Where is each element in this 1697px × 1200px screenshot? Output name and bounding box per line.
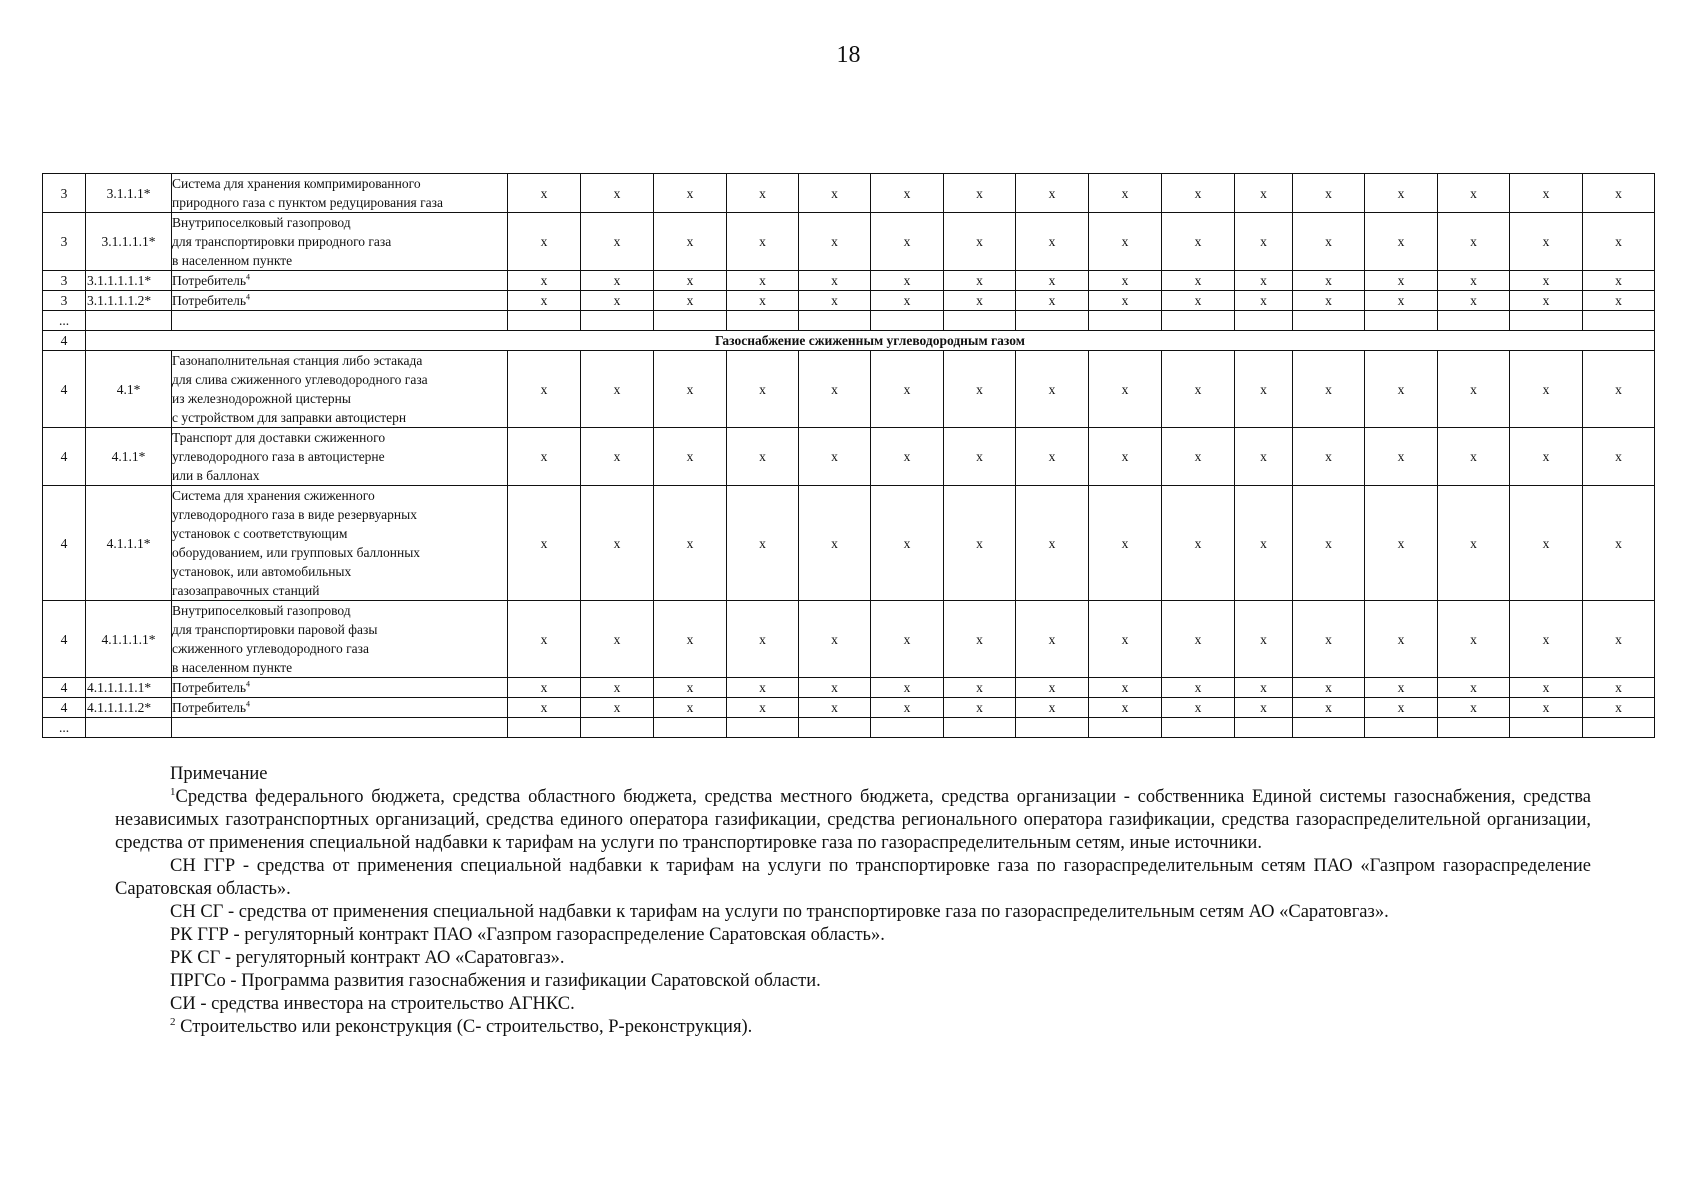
mark-cell: x [727, 291, 799, 311]
mark-cell: x [1293, 174, 1365, 213]
mark-cell: x [1162, 271, 1235, 291]
mark-cell [944, 718, 1016, 738]
mark-cell [1293, 718, 1365, 738]
mark-cell: x [1365, 174, 1438, 213]
name-cell: Потребитель$^4$ [172, 698, 508, 718]
mark-cell [1510, 718, 1583, 738]
table-row [43, 174, 1655, 213]
table-row [43, 291, 1655, 311]
mark-cell: x [1293, 291, 1365, 311]
mark-cell: x [654, 428, 727, 486]
mark-cell: x [944, 271, 1016, 291]
mark-cell: x [944, 351, 1016, 428]
code-cell [86, 311, 172, 331]
mark-cell: x [1235, 486, 1293, 601]
mark-cell: x [1365, 271, 1438, 291]
mark-cell: x [1016, 351, 1089, 428]
mark-cell: x [1510, 271, 1583, 291]
mark-cell: x [727, 486, 799, 601]
mark-cell: x [581, 213, 654, 271]
mark-cell: x [508, 213, 581, 271]
mark-cell [1089, 718, 1162, 738]
mark-cell: x [727, 351, 799, 428]
mark-cell: x [1089, 291, 1162, 311]
mark-cell: x [1162, 601, 1235, 678]
mark-cell: x [581, 486, 654, 601]
mark-cell: x [654, 678, 727, 698]
mark-cell [508, 718, 581, 738]
mark-cell: x [944, 213, 1016, 271]
mark-cell: x [799, 291, 871, 311]
table-row [43, 213, 1655, 271]
mark-cell: x [1510, 698, 1583, 718]
code-cell: 3.1.1.1.1.1* [86, 271, 172, 291]
mark-cell [1365, 311, 1438, 331]
mark-cell: x [1235, 291, 1293, 311]
mark-cell [799, 311, 871, 331]
mark-cell [871, 311, 944, 331]
mark-cell: x [581, 601, 654, 678]
mark-cell: x [871, 678, 944, 698]
mark-cell: x [654, 351, 727, 428]
note-rk-ggr: РК ГГР - регуляторный контракт ПАО «Газпром газораспределение Саратовская область». [170, 925, 885, 945]
note-si: СИ - средства инвестора на строительство АГНКС. [170, 994, 575, 1014]
mark-cell: x [1293, 678, 1365, 698]
mark-cell: x [1162, 213, 1235, 271]
mark-cell: x [654, 271, 727, 291]
name-cell: Транспорт для доставки сжиженного углеводородного газа в автоцистерне или в баллонах [172, 428, 508, 486]
mark-cell: x [1293, 698, 1365, 718]
footnote-1-text: Средства федерального бюджета, средства областного бюджета, средства местного бюджета, средства организации - собственника Единой системы газоснабжения, средства независимых газотранспортных организаций, средства единого оператора газификации, средства регионального оператора газификации, средства газораспределительной организации, средства от применения специальной надбавки к тарифам на услуги по транспортировке газа по газораспределительным сетям, иные источники. [115, 787, 1591, 853]
mark-cell: x [1365, 291, 1438, 311]
mark-cell: x [508, 486, 581, 601]
mark-cell: x [1235, 428, 1293, 486]
mark-cell: x [799, 271, 871, 291]
name-cell: Внутрипоселковый газопровод для транспортировки паровой фазы сжиженного углеводородного газа в населенном пункте [172, 601, 508, 678]
mark-cell: x [1235, 601, 1293, 678]
mark-cell: x [581, 678, 654, 698]
table-row [43, 486, 1655, 601]
mark-cell [727, 718, 799, 738]
mark-cell: x [944, 486, 1016, 601]
mark-cell: x [727, 698, 799, 718]
mark-cell: x [1162, 351, 1235, 428]
mark-cell [1293, 311, 1365, 331]
mark-cell: x [1016, 291, 1089, 311]
mark-cell: x [1235, 678, 1293, 698]
mark-cell: x [1089, 678, 1162, 698]
section-cell: ... [43, 718, 86, 738]
mark-cell: x [581, 271, 654, 291]
mark-cell: x [1510, 213, 1583, 271]
mark-cell: x [1583, 351, 1655, 428]
mark-cell: x [1162, 698, 1235, 718]
mark-cell: x [799, 428, 871, 486]
mark-cell: x [1438, 698, 1510, 718]
code-cell: 4.1.1.1.1.2* [86, 698, 172, 718]
mark-cell: x [1089, 213, 1162, 271]
mark-cell: x [1365, 678, 1438, 698]
mark-cell [1510, 311, 1583, 331]
footnote-2-mark: 2 [170, 1015, 176, 1028]
mark-cell: x [944, 428, 1016, 486]
mark-cell: x [1510, 486, 1583, 601]
table-row [43, 271, 1655, 291]
mark-cell: x [508, 174, 581, 213]
mark-cell: x [727, 428, 799, 486]
footnote-ref: 4 [246, 292, 251, 302]
mark-cell: x [944, 174, 1016, 213]
mark-cell: x [1016, 213, 1089, 271]
name-cell [172, 311, 508, 331]
mark-cell: x [1089, 698, 1162, 718]
mark-cell: x [727, 174, 799, 213]
name-cell: Потребитель$^4$ [172, 678, 508, 698]
section-cell: 3 [43, 213, 86, 271]
section-cell: 4 [43, 331, 86, 351]
footnote-2-text: Строительство или реконструкция (С- строительство, Р-реконструкция). [180, 1017, 753, 1037]
table-row [43, 428, 1655, 486]
section-cell: 4 [43, 601, 86, 678]
mark-cell [1438, 311, 1510, 331]
mark-cell: x [1293, 213, 1365, 271]
mark-cell: x [581, 428, 654, 486]
mark-cell: x [581, 291, 654, 311]
table-row [43, 331, 1655, 351]
mark-cell: x [581, 174, 654, 213]
mark-cell: x [1438, 678, 1510, 698]
footnote-1-mark: 1 [170, 785, 176, 798]
mark-cell: x [1293, 351, 1365, 428]
mark-cell: x [1365, 698, 1438, 718]
code-cell: 3.1.1.1* [86, 174, 172, 213]
mark-cell: x [1293, 271, 1365, 291]
table-row [43, 311, 1655, 331]
mark-cell: x [944, 698, 1016, 718]
name-cell: Потребитель$^4$ [172, 291, 508, 311]
mark-cell: x [508, 678, 581, 698]
mark-cell: x [1162, 428, 1235, 486]
footnote-ref: 4 [246, 272, 251, 282]
mark-cell: x [871, 291, 944, 311]
mark-cell: x [654, 698, 727, 718]
mark-cell: x [871, 351, 944, 428]
mark-cell: x [871, 601, 944, 678]
mark-cell: x [1583, 271, 1655, 291]
mark-cell: x [1510, 351, 1583, 428]
name-cell: Система для хранения компримированного природного газа с пунктом редуцирования газа [172, 174, 508, 213]
mark-cell: x [727, 678, 799, 698]
mark-cell: x [727, 271, 799, 291]
mark-cell: x [1016, 486, 1089, 601]
section-cell: ... [43, 311, 86, 331]
mark-cell [799, 718, 871, 738]
mark-cell: x [1510, 174, 1583, 213]
mark-cell: x [1583, 486, 1655, 601]
mark-cell [1089, 311, 1162, 331]
note-rk-sg: РК СГ - регуляторный контракт АО «Саратовгаз». [170, 948, 565, 968]
mark-cell: x [508, 601, 581, 678]
mark-cell: x [799, 698, 871, 718]
mark-cell [654, 718, 727, 738]
mark-cell [1016, 718, 1089, 738]
code-cell: 4.1.1.1* [86, 486, 172, 601]
name-cell: Потребитель$^4$ [172, 271, 508, 291]
mark-cell [1583, 311, 1655, 331]
mark-cell: x [871, 486, 944, 601]
mark-cell: x [1162, 486, 1235, 601]
section-cell: 3 [43, 174, 86, 213]
mark-cell [1365, 718, 1438, 738]
mark-cell: x [581, 351, 654, 428]
mark-cell: x [799, 486, 871, 601]
code-cell: 4.1.1.1.1* [86, 601, 172, 678]
mark-cell: x [944, 601, 1016, 678]
mark-cell [1016, 311, 1089, 331]
mark-cell: x [1365, 428, 1438, 486]
mark-cell: x [1438, 351, 1510, 428]
mark-cell: x [1510, 428, 1583, 486]
mark-cell: x [1235, 698, 1293, 718]
page-number: 18 [836, 42, 861, 68]
mark-cell [581, 311, 654, 331]
mark-cell: x [1438, 271, 1510, 291]
mark-cell: x [1293, 486, 1365, 601]
mark-cell: x [1583, 428, 1655, 486]
mark-cell: x [654, 486, 727, 601]
mark-cell: x [1235, 351, 1293, 428]
mark-cell: x [1016, 428, 1089, 486]
mark-cell: x [1162, 678, 1235, 698]
section-header-cell: Газоснабжение сжиженным углеводородным газом [86, 331, 1655, 351]
mark-cell: x [654, 291, 727, 311]
mark-cell: x [871, 428, 944, 486]
mark-cell: x [508, 428, 581, 486]
code-cell [86, 718, 172, 738]
mark-cell: x [1438, 428, 1510, 486]
mark-cell: x [1583, 698, 1655, 718]
mark-cell: x [1162, 174, 1235, 213]
code-cell: 3.1.1.1.1.2* [86, 291, 172, 311]
mark-cell: x [581, 698, 654, 718]
mark-cell: x [1016, 698, 1089, 718]
name-cell: Система для хранения сжиженного углеводородного газа в виде резервуарных установок с соответствующим оборудованием, или групповых баллонных установок, или автомобильных газозаправочных станций [172, 486, 508, 601]
mark-cell: x [944, 678, 1016, 698]
mark-cell: x [727, 213, 799, 271]
mark-cell [1438, 718, 1510, 738]
mark-cell: x [654, 174, 727, 213]
mark-cell: x [1510, 601, 1583, 678]
data-table [42, 173, 1655, 738]
mark-cell: x [871, 213, 944, 271]
mark-cell: x [654, 601, 727, 678]
mark-cell: x [1089, 428, 1162, 486]
mark-cell [1235, 718, 1293, 738]
mark-cell: x [1583, 601, 1655, 678]
code-cell: 4.1.1.1.1.1* [86, 678, 172, 698]
mark-cell: x [1162, 291, 1235, 311]
mark-cell: x [871, 174, 944, 213]
mark-cell: x [1089, 486, 1162, 601]
mark-cell [581, 718, 654, 738]
mark-cell: x [1510, 678, 1583, 698]
mark-cell: x [654, 213, 727, 271]
section-cell: 4 [43, 351, 86, 428]
mark-cell: x [799, 351, 871, 428]
mark-cell: x [1089, 601, 1162, 678]
mark-cell [508, 311, 581, 331]
mark-cell: x [1510, 291, 1583, 311]
mark-cell: x [1365, 486, 1438, 601]
mark-cell: x [1438, 291, 1510, 311]
mark-cell [1583, 718, 1655, 738]
section-cell: 3 [43, 271, 86, 291]
mark-cell [944, 311, 1016, 331]
mark-cell: x [1016, 174, 1089, 213]
table-row [43, 718, 1655, 738]
mark-cell: x [1583, 174, 1655, 213]
mark-cell [1162, 311, 1235, 331]
mark-cell: x [1089, 351, 1162, 428]
name-cell: Газонаполнительная станция либо эстакада для слива сжиженного углеводородного газа из железнодорожной цистерны с устройством для заправки автоцистерн [172, 351, 508, 428]
mark-cell [871, 718, 944, 738]
mark-cell: x [1583, 213, 1655, 271]
mark-cell: x [508, 271, 581, 291]
section-cell: 4 [43, 486, 86, 601]
table-row [43, 678, 1655, 698]
mark-cell [1235, 311, 1293, 331]
footnote-1 [115, 786, 1591, 855]
mark-cell: x [1016, 601, 1089, 678]
mark-cell [654, 311, 727, 331]
mark-cell: x [1089, 271, 1162, 291]
section-cell: 4 [43, 698, 86, 718]
mark-cell: x [799, 678, 871, 698]
mark-cell [1162, 718, 1235, 738]
mark-cell: x [508, 351, 581, 428]
mark-cell: x [1583, 678, 1655, 698]
mark-cell: x [1365, 213, 1438, 271]
mark-cell: x [1235, 271, 1293, 291]
mark-cell: x [1438, 486, 1510, 601]
note-prgso: ПРГСо - Программа развития газоснабжения и газификации Саратовской области. [170, 971, 821, 991]
mark-cell: x [944, 291, 1016, 311]
mark-cell: x [1293, 601, 1365, 678]
mark-cell: x [1583, 291, 1655, 311]
footnote-ref: 4 [246, 699, 251, 709]
notes-section [115, 763, 1591, 1039]
code-cell: 4.1.1* [86, 428, 172, 486]
mark-cell [727, 311, 799, 331]
section-cell: 4 [43, 428, 86, 486]
mark-cell: x [799, 601, 871, 678]
mark-cell: x [799, 213, 871, 271]
table-row [43, 698, 1655, 718]
mark-cell: x [1438, 601, 1510, 678]
mark-cell: x [871, 698, 944, 718]
mark-cell: x [508, 291, 581, 311]
mark-cell: x [1016, 271, 1089, 291]
footnote-ref: 4 [246, 679, 251, 689]
section-cell: 4 [43, 678, 86, 698]
section-cell: 3 [43, 291, 86, 311]
mark-cell: x [1365, 351, 1438, 428]
mark-cell: x [799, 174, 871, 213]
note-sn-sg: СН СГ - средства от применения специальной надбавки к тарифам на услуги по транспортировке газа по газораспределительным сетям АО «Саратовгаз». [170, 902, 1389, 922]
table-body [43, 174, 1655, 738]
mark-cell: x [1016, 678, 1089, 698]
code-cell: 3.1.1.1.1* [86, 213, 172, 271]
mark-cell: x [1235, 213, 1293, 271]
mark-cell: x [871, 271, 944, 291]
name-cell: Внутрипоселковый газопровод для транспортировки природного газа в населенном пункте [172, 213, 508, 271]
mark-cell: x [727, 601, 799, 678]
mark-cell: x [1365, 601, 1438, 678]
footnote-2 [115, 1016, 1591, 1039]
mark-cell: x [1438, 213, 1510, 271]
table-row [43, 351, 1655, 428]
notes-title: Примечание [170, 764, 268, 784]
mark-cell: x [1089, 174, 1162, 213]
name-cell [172, 718, 508, 738]
table-row [43, 601, 1655, 678]
code-cell: 4.1* [86, 351, 172, 428]
note-sn-ggr: СН ГГР - средства от применения специальной надбавки к тарифам на услуги по транспортировке газа по газораспределительным сетям ПАО «Газпром газораспределение Саратовская область». [115, 856, 1591, 899]
mark-cell: x [1438, 174, 1510, 213]
mark-cell: x [1293, 428, 1365, 486]
mark-cell: x [508, 698, 581, 718]
mark-cell: x [1235, 174, 1293, 213]
